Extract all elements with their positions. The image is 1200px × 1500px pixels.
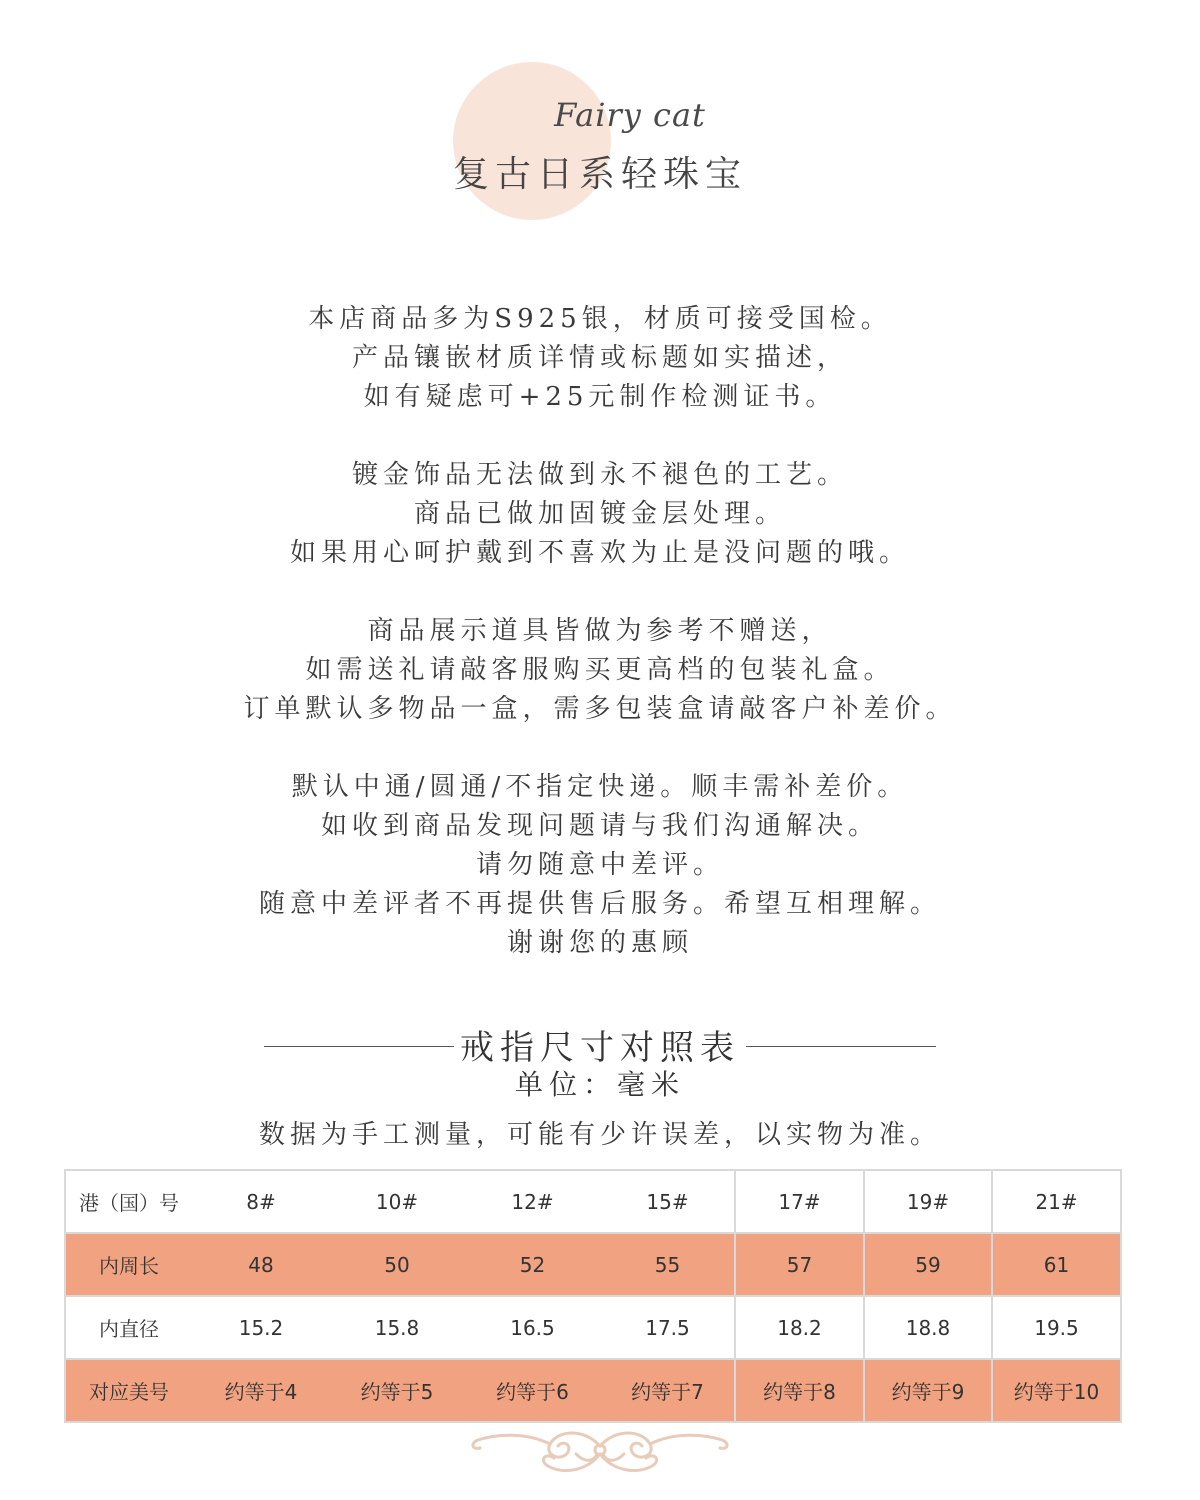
note-line: 如果用心呵护戴到不喜欢为止是没问题的哦。 <box>289 538 910 568</box>
note-line: 订单默认多物品一盒，需多包装盒请敲客户补差价。 <box>243 694 957 724</box>
table-cell: 55 <box>600 1233 735 1296</box>
table-cell: 15.8 <box>329 1296 465 1359</box>
brand-name: Fairy cat <box>554 96 706 134</box>
note-line: 如收到商品发现问题请与我们沟通解决。 <box>320 811 879 841</box>
table-cell: 48 <box>193 1233 329 1296</box>
note-line: 产品镶嵌材质详情或标题如实描述， <box>351 343 848 373</box>
note-line: 如有疑虑可+25元制作检测证书。 <box>363 382 837 412</box>
table-cell: 19# <box>864 1170 992 1233</box>
table-cell: 15.2 <box>193 1296 329 1359</box>
table-cell: 约等于10 <box>992 1359 1121 1422</box>
table-row-circumference <box>65 1233 1121 1296</box>
note-line: 谢谢您的惠顾 <box>506 928 693 958</box>
table-cell: 61 <box>992 1233 1121 1296</box>
table-cell-label: 对应美号 <box>65 1359 193 1422</box>
size-chart-disclaimer: 数据为手工测量，可能有少许误差，以实物为准。 <box>258 1120 941 1150</box>
note-line: 商品展示道具皆做为参考不赠送， <box>367 616 833 646</box>
note-line: 请勿随意中差评。 <box>475 850 724 880</box>
ring-size-table <box>64 1169 1122 1423</box>
table-cell: 17# <box>735 1170 864 1233</box>
note-paragraph-shipping <box>0 768 1200 963</box>
note-paragraph-material <box>0 300 1200 417</box>
table-cell-label: 内直径 <box>65 1296 193 1359</box>
table-cell: 约等于5 <box>329 1359 465 1422</box>
table-row-diameter <box>65 1296 1121 1359</box>
note-line: 商品已做加固镀金层处理。 <box>413 499 786 529</box>
table-row-hk-size <box>65 1170 1121 1233</box>
table-cell: 18.8 <box>864 1296 992 1359</box>
table-cell: 16.5 <box>465 1296 600 1359</box>
table-cell: 17.5 <box>600 1296 735 1359</box>
table-cell: 8# <box>193 1170 329 1233</box>
table-cell: 约等于9 <box>864 1359 992 1422</box>
brand-subtitle: 复古日系轻珠宝 <box>452 154 747 195</box>
size-chart-heading <box>0 1020 1200 1069</box>
table-cell: 50 <box>329 1233 465 1296</box>
scroll-divider-icon <box>466 1424 734 1480</box>
table-cell: 约等于4 <box>193 1359 329 1422</box>
table-cell: 约等于8 <box>735 1359 864 1422</box>
note-line: 默认中通/圆通/不指定快递。顺丰需补差价。 <box>291 772 909 802</box>
heading-rule-left <box>264 1046 454 1047</box>
note-line: 如需送礼请敲客服购买更高档的包装礼盒。 <box>305 655 895 685</box>
table-cell: 10# <box>329 1170 465 1233</box>
note-line: 随意中差评者不再提供售后服务。希望互相理解。 <box>258 889 941 919</box>
size-chart-unit: 单位：毫米 <box>514 1068 685 1101</box>
heading-rule-right <box>746 1046 936 1047</box>
table-cell: 约等于7 <box>600 1359 735 1422</box>
size-chart-title: 戒指尺寸对照表 <box>460 1028 740 1068</box>
store-notes <box>0 300 1200 1002</box>
table-cell: 15# <box>600 1170 735 1233</box>
table-cell: 19.5 <box>992 1296 1121 1359</box>
note-paragraph-packaging <box>0 612 1200 729</box>
table-cell: 21# <box>992 1170 1121 1233</box>
table-cell: 57 <box>735 1233 864 1296</box>
table-cell: 59 <box>864 1233 992 1296</box>
note-line: 本店商品多为S925银，材质可接受国检。 <box>308 304 892 334</box>
note-paragraph-plating <box>0 456 1200 573</box>
table-cell-label: 内周长 <box>65 1233 193 1296</box>
table-cell: 18.2 <box>735 1296 864 1359</box>
table-cell: 约等于6 <box>465 1359 600 1422</box>
table-cell-label: 港（国）号 <box>65 1170 193 1233</box>
table-cell: 12# <box>465 1170 600 1233</box>
table-cell: 52 <box>465 1233 600 1296</box>
table-row-us-size <box>65 1359 1121 1422</box>
note-line: 镀金饰品无法做到永不褪色的工艺。 <box>351 460 848 490</box>
